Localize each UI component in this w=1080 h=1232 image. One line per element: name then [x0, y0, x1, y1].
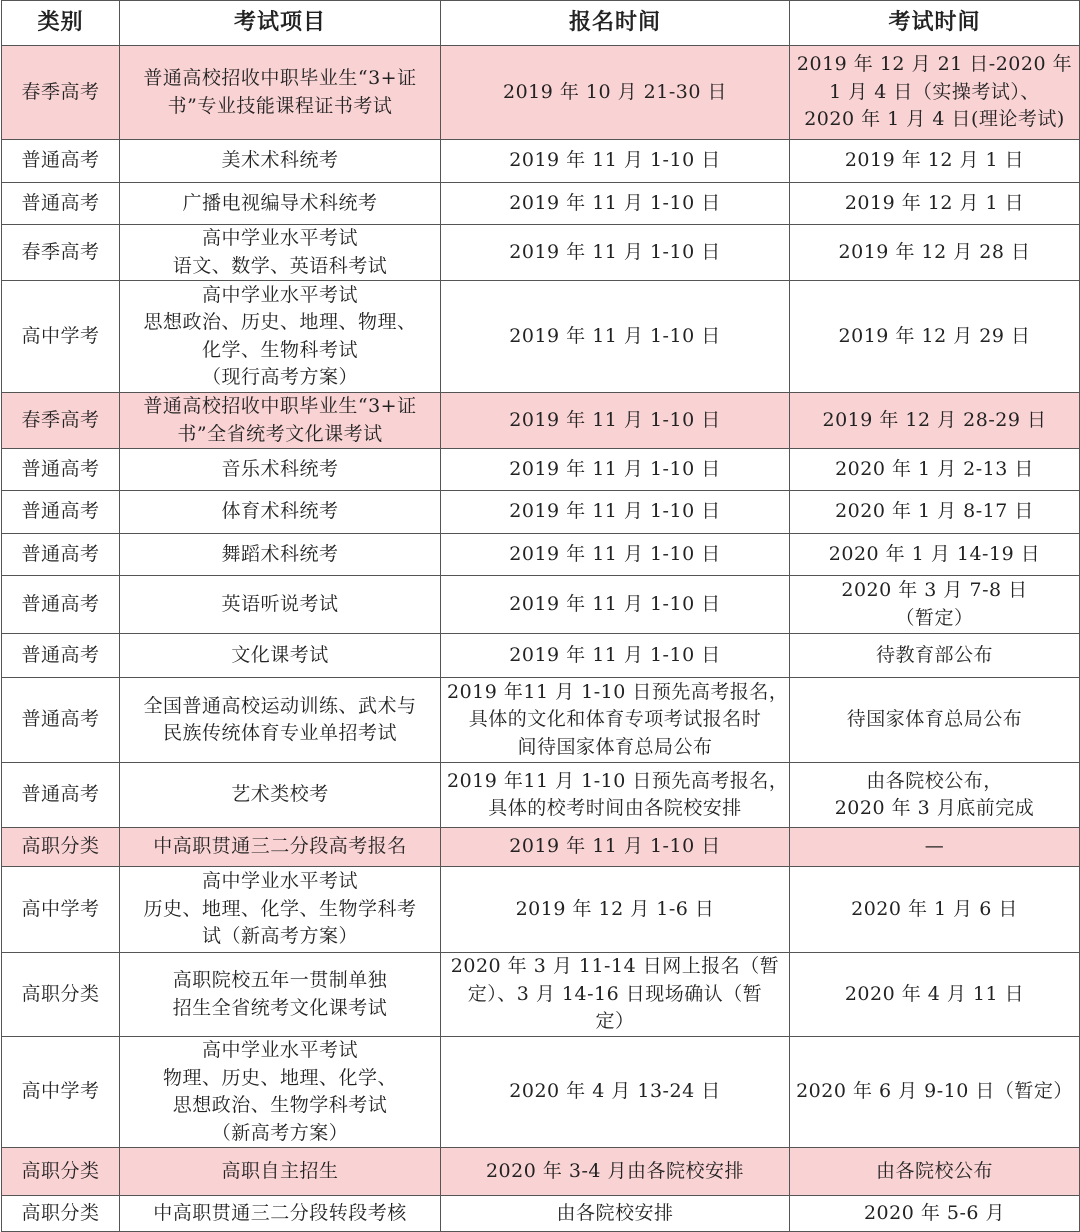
project-cell — [120, 449, 441, 491]
cell-line: 历史、地理、化学、生物学科考 — [143, 897, 417, 920]
cell-line: 由各院校公布， — [866, 769, 1003, 792]
category-cell: 普通高考 — [2, 763, 120, 828]
cell-line: 2019 年 10 月 21-30 日 — [502, 80, 727, 103]
table-row — [2, 534, 1080, 576]
cell-line: 高中学业水平考试 — [201, 227, 358, 249]
table-row — [2, 1196, 1080, 1232]
category-cell: 高中学考 — [2, 867, 120, 953]
cell-line: 2019 年 12 月 1 日 — [844, 149, 1025, 172]
cell-line: 2019 年 12 月 29 日 — [838, 324, 1031, 347]
category-cell: 普通高考 — [2, 449, 120, 491]
cell-line: 2020 年 4 月 13-24 日 — [509, 1080, 721, 1103]
cell-line: 高中学业水平考试 — [201, 870, 358, 893]
cell-line: （暂定） — [895, 606, 974, 629]
cell-line: 2019 年 11 月 1-10 日 — [509, 592, 721, 615]
table-row — [2, 491, 1080, 534]
table-body — [2, 46, 1080, 1232]
table-row — [2, 183, 1080, 225]
cell-line: 2019 年 12 月 28 日 — [838, 240, 1031, 263]
exam-time-cell — [790, 1148, 1080, 1196]
header-exam-time: 考试时间 — [790, 1, 1080, 46]
cell-line: 试（新高考方案） — [201, 925, 358, 948]
exam-time-cell — [790, 46, 1080, 140]
project-cell — [120, 225, 441, 281]
category-cell: 普通高考 — [2, 678, 120, 763]
table-row — [2, 1037, 1080, 1148]
cell-line: 2019 年 11 月 1-10 日 — [509, 408, 721, 431]
registration-cell — [441, 828, 790, 867]
exam-time-cell — [790, 1196, 1080, 1232]
header-project: 考试项目 — [120, 1, 441, 46]
registration-cell — [441, 393, 790, 449]
project-cell — [120, 140, 441, 183]
cell-line: 思想政治、历史、地理、物理、 — [143, 311, 417, 333]
cell-line: 英语听说考试 — [221, 592, 339, 615]
cell-line: 舞蹈术科统考 — [221, 542, 339, 565]
cell-line: 普通高校招收中职毕业生“3+证 — [143, 395, 417, 417]
exam-time-cell — [790, 634, 1080, 678]
project-cell — [120, 763, 441, 828]
table-row — [2, 281, 1080, 393]
registration-cell — [441, 46, 790, 140]
exam-time-cell — [790, 678, 1080, 763]
cell-line: 2020 年 3 月 11-14 日网上报名（暂 — [450, 955, 780, 978]
category-cell: 高中学考 — [2, 1037, 120, 1148]
header-registration: 报名时间 — [441, 1, 790, 46]
exam-time-cell — [790, 140, 1080, 183]
exam-time-cell — [790, 449, 1080, 491]
cell-line: 招生全省统考文化课考试 — [172, 996, 388, 1019]
category-cell: 普通高考 — [2, 634, 120, 678]
cell-line: 2019 年 11 月 1-10 日 — [509, 324, 721, 347]
table-row — [2, 1148, 1080, 1196]
cell-line: 化学、生物科考试 — [201, 338, 358, 361]
project-cell — [120, 634, 441, 678]
registration-cell — [441, 449, 790, 491]
cell-line: 2019 年 11 月 1-10 日 — [509, 149, 721, 172]
category-cell: 高中学考 — [2, 281, 120, 393]
cell-line: 2019 年 12 月 1 日 — [844, 191, 1025, 214]
category-cell: 春季高考 — [2, 46, 120, 140]
cell-line: 2020 年 3-4 月由各院校安排 — [485, 1159, 745, 1182]
registration-cell — [441, 1037, 790, 1148]
exam-time-cell — [790, 1037, 1080, 1148]
registration-cell — [441, 634, 790, 678]
cell-line: 2019 年 12 月 1-6 日 — [515, 897, 715, 920]
cell-line: 中高职贯通三二分段转段考核 — [153, 1201, 407, 1224]
project-cell — [120, 678, 441, 763]
table-row — [2, 634, 1080, 678]
cell-line: 2020 年 3 月 7-8 日 — [841, 579, 1028, 601]
registration-cell — [441, 576, 790, 634]
registration-cell — [441, 867, 790, 953]
cell-line: 2019 年11 月 1-10 日预先高考报名， — [447, 769, 789, 792]
project-cell — [120, 1148, 441, 1196]
registration-cell — [441, 1196, 790, 1232]
cell-line: 2019 年 11 月 1-10 日 — [509, 542, 721, 565]
cell-line: 由各院校安排 — [556, 1201, 674, 1224]
cell-line: 2019 年 11 月 1-10 日 — [509, 643, 721, 666]
registration-cell — [441, 183, 790, 225]
project-cell — [120, 576, 441, 634]
project-cell — [120, 1037, 441, 1148]
cell-line: 2019 年 11 月 1-10 日 — [509, 835, 721, 858]
exam-schedule-table — [1, 0, 1080, 1232]
cell-line: 高职自主招生 — [221, 1159, 339, 1182]
cell-line: 音乐术科统考 — [221, 457, 339, 480]
registration-cell — [441, 225, 790, 281]
cell-line: 民族传统体育专业单招考试 — [162, 722, 397, 744]
cell-line: 物理、历史、地理、化学、 — [162, 1066, 397, 1089]
cell-line: 全国普通高校运动训练、武术与 — [143, 694, 417, 717]
project-cell — [120, 534, 441, 576]
exam-time-cell — [790, 491, 1080, 534]
exam-time-cell — [790, 225, 1080, 281]
cell-line: 书”专业技能课程证书考试 — [167, 94, 393, 117]
exam-time-cell — [790, 393, 1080, 449]
cell-line: 1 月 4 日（实操考试）、 — [829, 80, 1040, 103]
cell-line: 美术术科统考 — [221, 149, 339, 172]
cell-line: 待教育部公布 — [875, 643, 993, 666]
table-row — [2, 393, 1080, 449]
cell-line: 2020 年 3 月底前完成 — [834, 797, 1035, 819]
cell-line: 2019 年 11 月 1-10 日 — [509, 500, 721, 523]
cell-line: 具体的校考时间由各院校安排 — [488, 797, 742, 819]
registration-cell — [441, 534, 790, 576]
cell-line: 2019 年 11 月 1-10 日 — [509, 457, 721, 480]
exam-time-cell — [790, 183, 1080, 225]
registration-cell — [441, 491, 790, 534]
table-row — [2, 225, 1080, 281]
table-row — [2, 140, 1080, 183]
project-cell — [120, 46, 441, 140]
project-cell — [120, 828, 441, 867]
exam-time-cell — [790, 281, 1080, 393]
cell-line: 2019 年 11 月 1-10 日 — [509, 191, 721, 214]
cell-line: 间待国家体育总局公布 — [517, 735, 713, 758]
registration-cell — [441, 281, 790, 393]
category-cell: 普通高考 — [2, 576, 120, 634]
cell-line: 由各院校公布 — [875, 1159, 993, 1182]
project-cell — [120, 867, 441, 953]
cell-line: 普通高校招收中职毕业生“3+证 — [143, 67, 417, 89]
category-cell: 春季高考 — [2, 225, 120, 281]
cell-line: 体育术科统考 — [221, 500, 339, 523]
project-cell — [120, 1196, 441, 1232]
table-row — [2, 763, 1080, 828]
project-cell — [120, 491, 441, 534]
cell-line: 2020 年 1 月 8-17 日 — [835, 500, 1034, 523]
registration-cell — [441, 678, 790, 763]
exam-time-cell — [790, 576, 1080, 634]
cell-line: 思想政治、生物学科考试 — [172, 1094, 388, 1116]
cell-line: 2020 年 1 月 2-13 日 — [835, 457, 1034, 480]
cell-line: 艺术类校考 — [231, 783, 329, 806]
cell-line: 2020 年 6 月 9-10 日（暂定） — [796, 1080, 1073, 1103]
category-cell: 普通高考 — [2, 183, 120, 225]
cell-line: — — [924, 835, 945, 858]
cell-line: 2019 年 11 月 1-10 日 — [509, 240, 721, 263]
category-cell: 高职分类 — [2, 953, 120, 1037]
registration-cell — [441, 763, 790, 828]
category-cell: 普通高考 — [2, 140, 120, 183]
cell-line: 2020 年 1 月 14-19 日 — [828, 542, 1041, 565]
exam-time-cell — [790, 763, 1080, 828]
category-cell: 高职分类 — [2, 1196, 120, 1232]
cell-line: 2019 年 12 月 28-29 日 — [822, 408, 1047, 431]
cell-line: 2020 年 5-6 月 — [863, 1201, 1006, 1224]
cell-line: 高中学业水平考试 — [201, 1039, 358, 1061]
cell-line: 高职院校五年一贯制单独 — [172, 969, 388, 991]
table-row — [2, 867, 1080, 953]
category-cell: 高职分类 — [2, 828, 120, 867]
registration-cell — [441, 1148, 790, 1196]
cell-line: 2020 年 1 月 4 日(理论考试) — [804, 108, 1065, 131]
category-cell: 春季高考 — [2, 393, 120, 449]
cell-line: （新高考方案） — [211, 1121, 349, 1144]
table-row — [2, 678, 1080, 763]
exam-time-cell — [790, 953, 1080, 1037]
category-cell: 普通高考 — [2, 491, 120, 534]
cell-line: 待国家体育总局公布 — [846, 708, 1023, 731]
cell-line: 广播电视编导术科统考 — [182, 191, 378, 214]
table-row — [2, 576, 1080, 634]
exam-time-cell — [790, 534, 1080, 576]
exam-time-cell — [790, 867, 1080, 953]
cell-line: 语文、数学、英语科考试 — [172, 254, 388, 277]
cell-line: （现行高考方案） — [201, 366, 358, 388]
cell-line: 中高职贯通三二分段高考报名 — [153, 835, 407, 858]
cell-line: 2020 年 1 月 6 日 — [851, 897, 1018, 920]
table-row — [2, 828, 1080, 867]
project-cell — [120, 183, 441, 225]
registration-cell — [441, 953, 790, 1037]
cell-line: 定）、3 月 14-16 日现场确认（暂 — [467, 982, 763, 1005]
cell-line: 具体的文化和体育专项考试报名时 — [468, 708, 762, 731]
project-cell — [120, 281, 441, 393]
header-row — [2, 1, 1080, 46]
registration-cell — [441, 140, 790, 183]
project-cell — [120, 393, 441, 449]
cell-line: 2020 年 4 月 11 日 — [844, 982, 1025, 1005]
cell-line: 文化课考试 — [231, 643, 329, 666]
cell-line: 2019 年 12 月 21 日-2020 年 — [796, 53, 1073, 76]
table-row — [2, 449, 1080, 491]
cell-line: 定） — [595, 1010, 635, 1033]
category-cell: 普通高考 — [2, 534, 120, 576]
cell-line: 书”全省统考文化课考试 — [177, 422, 383, 445]
header-category: 类别 — [2, 1, 120, 46]
table-row — [2, 46, 1080, 140]
table-row — [2, 953, 1080, 1037]
category-cell: 高职分类 — [2, 1148, 120, 1196]
cell-line: 2019 年11 月 1-10 日预先高考报名， — [447, 680, 789, 703]
exam-time-cell — [790, 828, 1080, 867]
project-cell — [120, 953, 441, 1037]
cell-line: 高中学业水平考试 — [201, 283, 358, 306]
